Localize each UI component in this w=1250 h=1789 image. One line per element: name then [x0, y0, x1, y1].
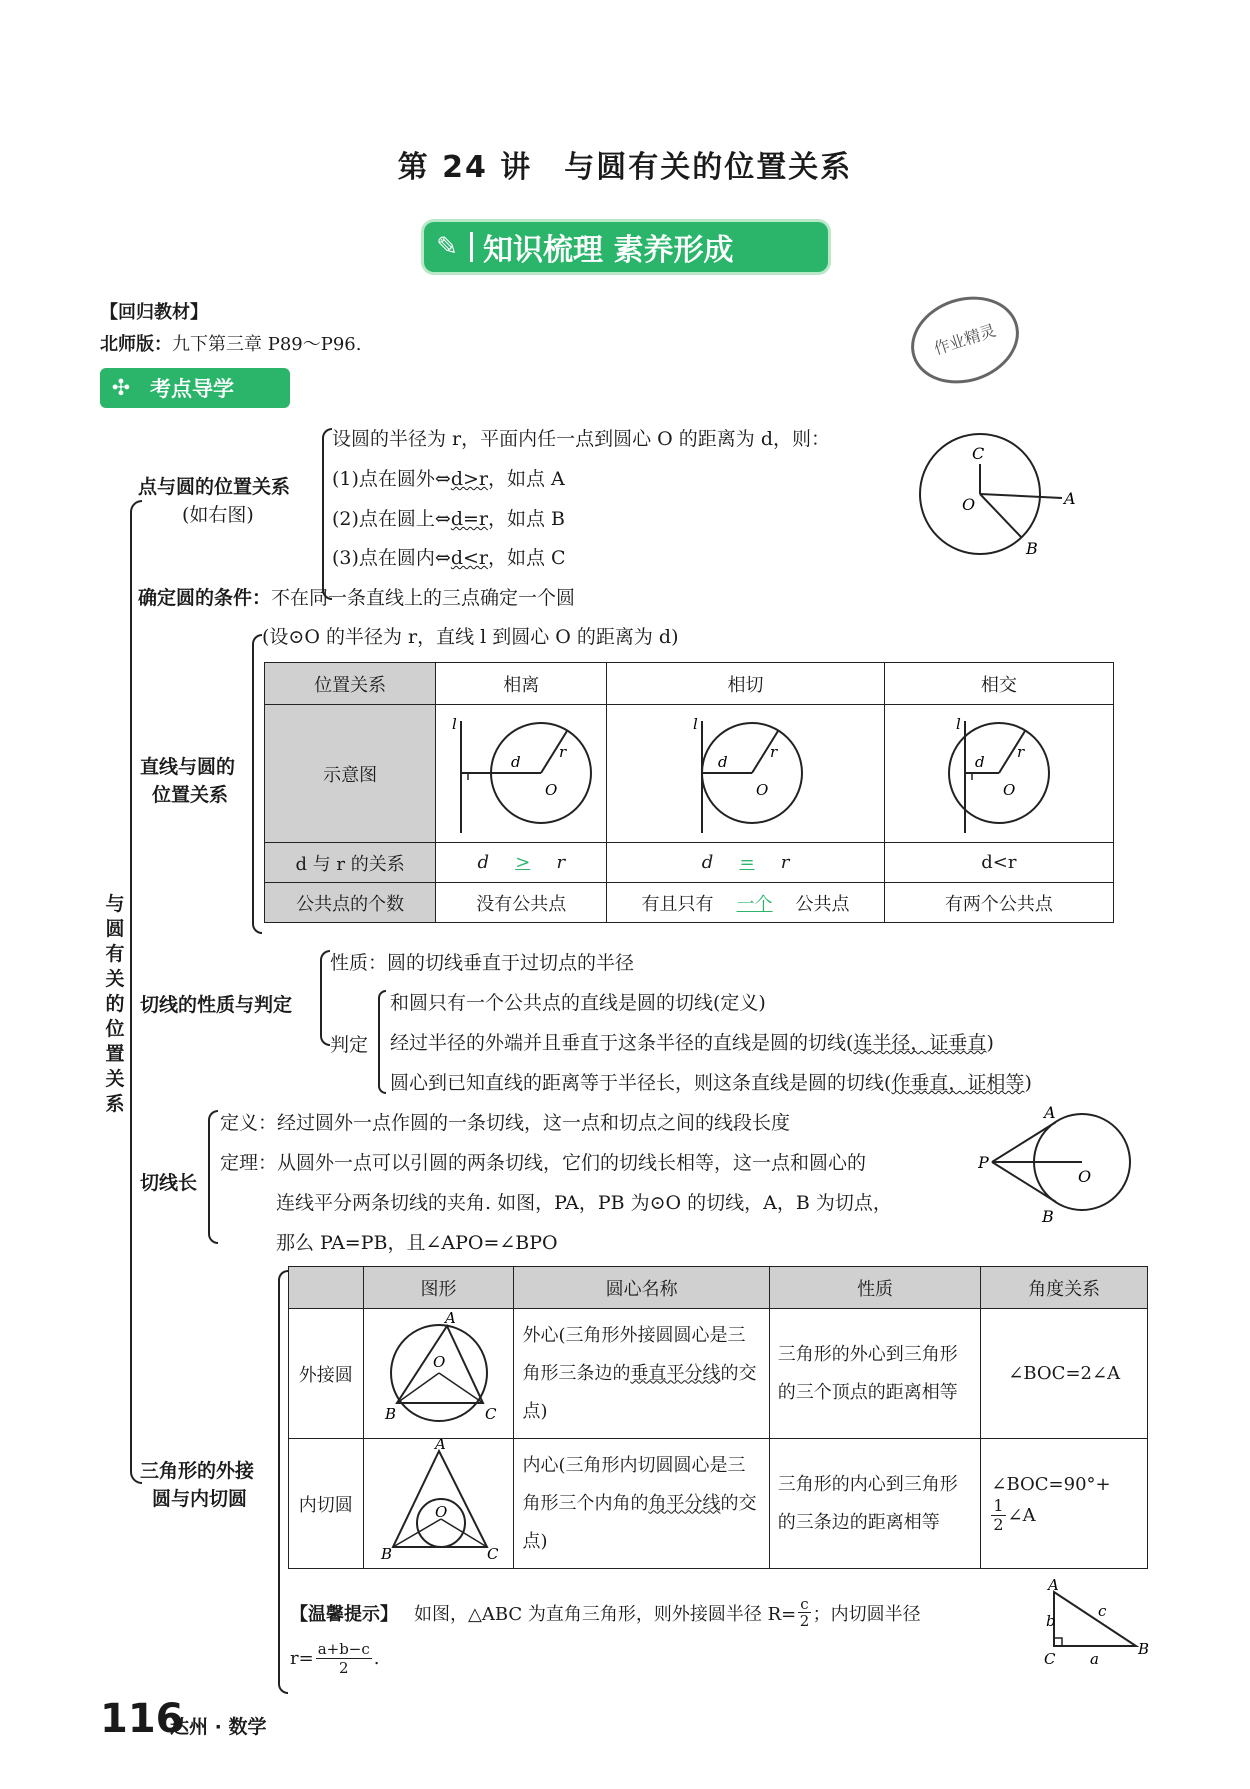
tangent-length-label: 切线长: [140, 1172, 198, 1194]
svg-text:a: a: [1090, 1650, 1099, 1668]
determine-text: 不在同一条直线上的三点确定一个圆: [271, 587, 576, 609]
determine-line: [138, 583, 575, 610]
circum-center: 外心(三角形外接圆圆心是三角形三条边的垂直平分线的交点): [514, 1309, 769, 1439]
section-banner: [424, 222, 828, 272]
relation-separate: d > r: [436, 843, 607, 883]
svg-text:O: O: [545, 781, 558, 799]
row-label-relation: d 与 r 的关系: [265, 843, 436, 883]
chapter: 九下第三章 P89～P96.: [172, 334, 362, 355]
circum-name: 外接圆: [289, 1309, 364, 1439]
tip-label: 【温馨提示】: [290, 1603, 398, 1625]
triangle-circles-brace: [278, 1270, 288, 1694]
tangent-property: 性质：圆的切线垂直于过切点的半径: [330, 952, 635, 974]
guide-tag: [100, 368, 290, 408]
incircle-property: 三角形的内心到三角形的三条边的距离相等: [769, 1439, 981, 1569]
point-circle-brace: [322, 428, 332, 600]
line-circle-label-1: 直线与圆的: [140, 756, 236, 778]
incircle-center: 内心(三角形内切圆圆心是三角形三个内角的角平分线的交点): [514, 1439, 769, 1569]
book-title: 达州 · 数学: [170, 1716, 267, 1738]
header-cell: 角度关系: [981, 1267, 1148, 1309]
circum-angle: ∠BOC=2∠A: [981, 1309, 1148, 1439]
point-circle-label: 点与圆的位置关系: [138, 476, 291, 498]
judge-2: 经过半径的外端并且垂直于这条半径的直线是圆的切线(连半径，证垂直): [390, 1032, 994, 1054]
tip-fraction-1: $\frac{c}{2}$: [799, 1595, 810, 1630]
incircle-angle: ∠BOC=90°+ 1 2 ∠A: [981, 1439, 1148, 1569]
svg-text:c: c: [1098, 1602, 1107, 1620]
tangent-property-brace: [320, 950, 330, 1046]
svg-text:r: r: [1016, 743, 1025, 761]
case-inside: (3)点在圆内⇔d<r，如点 C: [332, 547, 566, 569]
svg-text:d: d: [511, 753, 521, 771]
header-cell: 性质: [769, 1267, 981, 1309]
header-cell: 位置关系: [265, 663, 436, 705]
incircle-figure: [369, 1439, 509, 1563]
svg-text:O: O: [432, 1353, 445, 1371]
svg-text:O: O: [1002, 781, 1016, 799]
triangle-circles-table: [288, 1266, 1148, 1569]
separate-figure: [441, 707, 601, 835]
point-circle-figure: [912, 430, 1082, 560]
svg-text:l: l: [692, 715, 698, 733]
tangent-property-label: 切线的性质与判定: [140, 994, 293, 1016]
side-label: 与圆有关的位置关系: [105, 893, 125, 1115]
page-number: 116: [100, 1696, 184, 1742]
ob-line: [980, 494, 1022, 538]
tangent-length-figure: [978, 1106, 1138, 1226]
svg-text:B: B: [380, 1545, 392, 1563]
banner-text: 知识梳理 素养形成: [483, 233, 734, 268]
point-circle-intro: 设圆的半径为 r，平面内任一点到圆心 O 的距离为 d，则：: [332, 428, 830, 450]
svg-text:P: P: [978, 1153, 989, 1172]
tip-fraction-2: $\frac{a+b-c}{2}$: [317, 1640, 370, 1677]
triangle-circles-label-2: 圆与内切圆: [152, 1488, 248, 1510]
triangle-circles-label-1: 三角形的外接: [140, 1460, 255, 1482]
label-c: C: [972, 444, 985, 463]
label-b: B: [1026, 539, 1038, 558]
rel-on: d=r: [450, 508, 489, 530]
svg-text:l: l: [955, 715, 961, 733]
header-cell: 相离: [436, 663, 607, 705]
right-triangle-figure: [1036, 1578, 1156, 1668]
header-cell: 相交: [884, 663, 1113, 705]
svg-text:B: B: [1042, 1207, 1054, 1226]
cross-arrows-icon: ✣: [111, 375, 131, 401]
judge-1: 和圆只有一个公共点的直线是圆的切线(定义): [390, 992, 766, 1014]
header-cell: 图形: [363, 1267, 514, 1309]
row-label-diagram: 示意图: [265, 705, 436, 843]
svg-text:C: C: [486, 1545, 498, 1563]
incircle-figure-cell: [363, 1439, 514, 1569]
tip-line-1: [290, 1596, 921, 1629]
guide-tag-label: 考点导学: [150, 377, 234, 401]
tangent-length-thm-2: 连线平分两条切线的夹角. 如图，PA，PB 为⊙O 的切线，A，B 为切点，: [276, 1192, 892, 1214]
back-to-textbook-label: 【回归教材】: [100, 302, 208, 323]
tangent-length-def: 定义：经过圆外一点作圆的一条切线，这一点和切点之间的线段长度: [220, 1112, 791, 1134]
svg-text:d: d: [974, 753, 985, 771]
judge-label: 判定: [330, 1034, 369, 1056]
stamp-logo: 作业精灵: [900, 283, 1031, 397]
svg-text:A: A: [444, 1309, 456, 1327]
header-cell: 圆心名称: [514, 1267, 769, 1309]
svg-text:A: A: [1048, 1578, 1059, 1594]
svg-text:l: l: [452, 715, 458, 733]
svg-text:O: O: [434, 1503, 447, 1521]
judge-brace: [378, 990, 386, 1094]
line-circle-brace: [252, 634, 262, 934]
svg-text:r: r: [559, 743, 567, 761]
judge-3: 圆心到已知直线的距离等于半径长，则这条直线是圆的切线(作垂直，证相等): [390, 1072, 1032, 1094]
circum-property: 三角形的外心到三角形的三个顶点的距离相等: [769, 1309, 981, 1439]
label-a: A: [1064, 489, 1076, 508]
tangent-length-thm-3: 那么 PA=PB，且∠APO=∠BPO: [276, 1232, 558, 1254]
svg-text:r: r: [769, 743, 777, 761]
oa-line: [980, 494, 1062, 498]
common-tangent: 有且只有 一个 公共点: [607, 883, 884, 923]
svg-text:O: O: [755, 781, 768, 799]
svg-text:B: B: [1138, 1640, 1150, 1658]
header-cell: [289, 1267, 364, 1309]
diagram-intersect: [884, 705, 1113, 843]
relation-tangent: d = r: [607, 843, 884, 883]
line-circle-intro: (设⊙O 的半径为 r，直线 l 到圆心 O 的距离为 d): [262, 626, 679, 648]
case-on: (2)点在圆上⇔d=r，如点 B: [332, 508, 566, 530]
tip-text-1: 如图，△ABC 为直角三角形，则外接圆半径 R=: [414, 1603, 797, 1625]
edition: 北师版：: [100, 334, 172, 355]
common-separate: 没有公共点: [436, 883, 607, 923]
label-o: O: [962, 495, 976, 514]
circum-figure-cell: [363, 1309, 514, 1439]
svg-text:A: A: [434, 1439, 446, 1453]
tip-line-2: r= $\frac{a+b-c}{2}$ .: [290, 1640, 380, 1677]
page-title: 第 24 讲 与圆有关的位置关系: [397, 150, 853, 185]
header-cell: 相切: [607, 663, 884, 705]
tangent-length-brace: [208, 1110, 218, 1244]
point-circle-sub: (如右图): [182, 504, 254, 526]
svg-text:O: O: [1078, 1167, 1092, 1186]
svg-text:C: C: [1044, 1650, 1056, 1668]
tangent-length-thm-1: 定理：从圆外一点可以引圆的两条切线，它们的切线长相等，这一点和圆心的: [220, 1152, 867, 1174]
diagram-separate: [436, 705, 607, 843]
svg-text:A: A: [1044, 1106, 1056, 1122]
svg-text:B: B: [384, 1405, 396, 1423]
incircle-name: 内切圆: [289, 1439, 364, 1569]
diagram-tangent: [607, 705, 884, 843]
svg-text:d: d: [717, 753, 728, 771]
svg-text:C: C: [484, 1405, 496, 1423]
circumcircle-figure: [369, 1309, 509, 1433]
intersect-figure: [919, 707, 1079, 835]
case-outside: (1)点在圆外⇔d>r，如点 A: [332, 468, 565, 490]
edition-line: [100, 330, 361, 356]
tip-text-2: ；内切圆半径: [812, 1603, 921, 1625]
svg-text:b: b: [1046, 1612, 1056, 1630]
common-intersect: 有两个公共点: [884, 883, 1113, 923]
rel-inside: d<r: [450, 547, 489, 569]
line-circle-label-2: 位置关系: [152, 784, 229, 806]
person-icon: ✎: [424, 232, 473, 262]
determine-label: 确定圆的条件：: [138, 587, 272, 609]
relation-intersect: d<r: [884, 843, 1113, 883]
row-label-common: 公共点的个数: [265, 883, 436, 923]
tangent-figure: [666, 707, 826, 835]
rel-outside: d>r: [450, 468, 489, 490]
line-circle-table: [264, 662, 1114, 923]
